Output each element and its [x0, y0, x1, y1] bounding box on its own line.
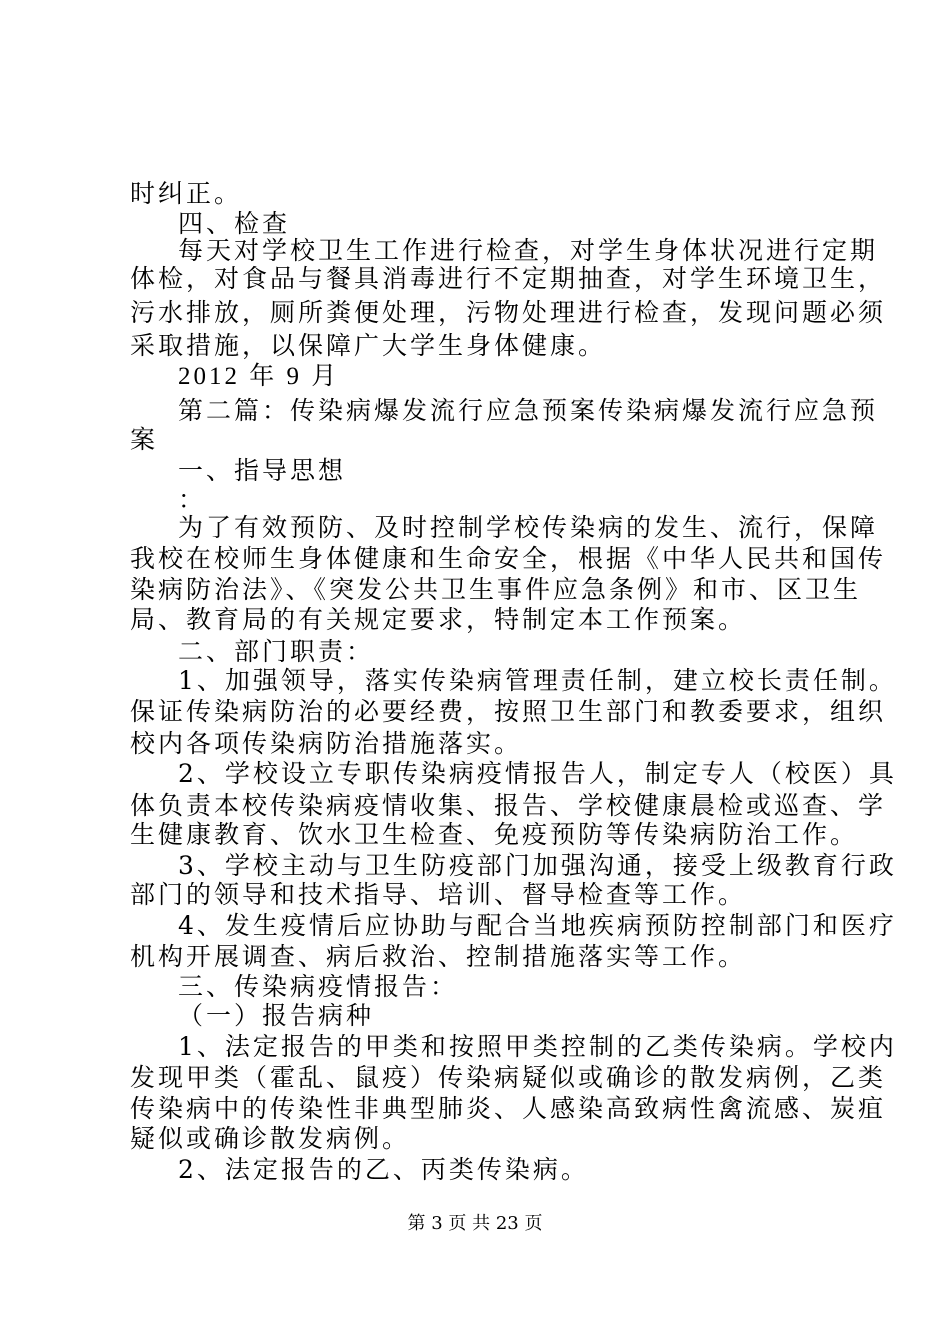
- text-line: 每天对学校卫生工作进行检查，对学生身体状况进行定期: [178, 236, 879, 265]
- text-line: 发现甲类（霍乱、鼠疫）传染病疑似或确诊的散发病例，乙类: [130, 1063, 887, 1092]
- text-line: ：: [178, 485, 207, 514]
- chapter-title: 第二篇：传染病爆发流行应急预案传染病爆发流行应急预: [178, 396, 879, 425]
- text-line: 染病防治法》、《突发公共卫生事件应急条例》和市、区卫生: [130, 575, 862, 604]
- text-line: 部门的领导和技术指导、培训、督导检查等工作。: [130, 880, 747, 909]
- text-line: 机构开展调查、病后救治、控制措施落实等工作。: [130, 942, 747, 971]
- text-line: 1、加强领导，落实传染病管理责任制，建立校长责任制。: [178, 666, 897, 695]
- page-number-footer: 第 3 页 共 23 页: [407, 1213, 543, 1234]
- text-line: 2、学校设立专职传染病疫情报告人，制定专人（校医）具: [178, 759, 897, 788]
- text-line: 局、教育局的有关规定要求，特制定本工作预案。: [130, 605, 747, 634]
- text-line: 体负责本校传染病疫情收集、报告、学校健康晨检或巡查、学: [130, 791, 887, 820]
- text-line: 疑似或确诊散发病例。: [130, 1124, 411, 1153]
- text-line: 生健康教育、饮水卫生检查、免疫预防等传染病防治工作。: [130, 820, 859, 849]
- text-line: 传染病中的传染性非典型肺炎、人感染高致病性禽流感、炭疽: [130, 1094, 887, 1123]
- text-line: 保证传染病防治的必要经费，按照卫生部门和教委要求，组织: [130, 697, 887, 726]
- text-line: 体检，对食品与餐具消毒进行不定期抽查，对学生环境卫生，: [130, 264, 887, 293]
- text-line: 4、发生疫情后应协助与配合当地疾病预防控制部门和医疗: [178, 911, 897, 940]
- text-line: 校内各项传染病防治措施落实。: [130, 729, 523, 758]
- section-heading: 三、传染病疫情报告：: [178, 972, 459, 1001]
- text-line: 采取措施，以保障广大学生身体健康。: [130, 331, 607, 360]
- text-line: 1、法定报告的甲类和按照甲类控制的乙类传染病。学校内: [178, 1032, 897, 1061]
- text-line: 我校在校师生身体健康和生命安全，根据《中华人民共和国传: [130, 544, 887, 573]
- section-heading: 一、指导思想: [178, 456, 347, 485]
- section-heading: 二、部门职责：: [178, 637, 375, 666]
- text-line: 污水排放，厕所粪便处理，污物处理进行检查，发现问题必须: [130, 298, 887, 327]
- text-line: 为了有效预防、及时控制学校传染病的发生、流行，保障: [178, 513, 879, 542]
- text-line: 2、法定报告的乙、丙类传染病。: [178, 1155, 589, 1184]
- subsection-heading: （一）报告病种: [178, 1001, 375, 1030]
- chapter-title-cont: 案: [130, 425, 159, 454]
- section-heading: 四、检查: [178, 209, 291, 238]
- text-line: 时纠正。: [130, 179, 243, 208]
- text-line: 3、学校主动与卫生防疫部门加强沟通，接受上级教育行政: [178, 851, 897, 880]
- date-line: 2012 年 9 月: [178, 363, 340, 390]
